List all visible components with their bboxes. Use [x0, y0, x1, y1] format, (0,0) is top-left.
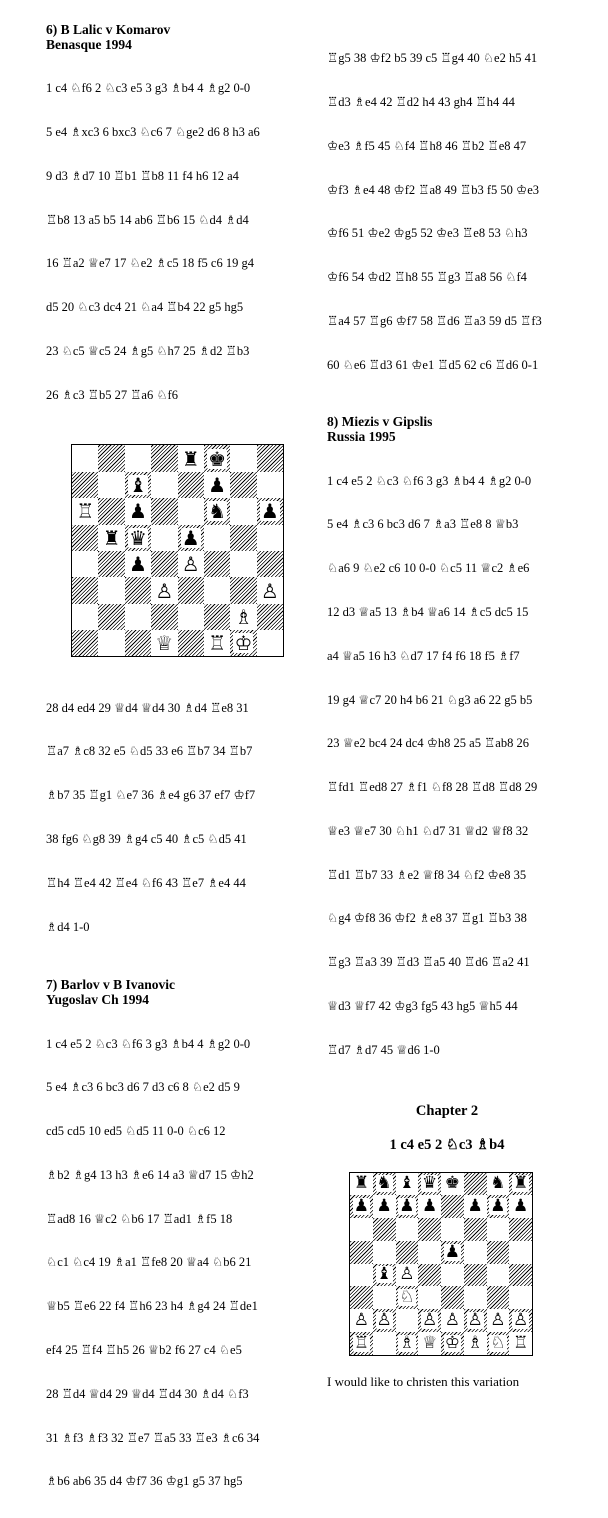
board-square: [509, 1309, 532, 1332]
move-line: 12 d3 ♕a5 13 ♗b4 ♕a6 14 ♗c5 dc5 15: [327, 604, 529, 619]
black-pawn-icon: ♟: [513, 1196, 529, 1217]
move-line: ♗d4 1-0: [46, 919, 90, 934]
board-square: [98, 604, 124, 630]
board-square: [396, 1173, 419, 1196]
black-king-icon: ♚: [444, 1173, 460, 1194]
chess-diagram-lalic-komarov: [71, 444, 284, 657]
move-line: ♗b7 35 ♖g1 ♘e7 36 ♗e4 g6 37 ef7 ♔f7: [46, 788, 256, 803]
move-line: 9 d3 ♗d7 10 ♖b1 ♖b8 11 f4 h6 12 a4: [46, 168, 239, 183]
black-pawn-icon: ♟: [376, 1196, 392, 1217]
game7-title: 7) Barlov v B Ivanovic: [46, 977, 176, 993]
board-square: [464, 1241, 487, 1264]
board-square: [418, 1173, 441, 1196]
board-square: [373, 1332, 396, 1355]
board-square: [487, 1195, 510, 1218]
board-square: [230, 525, 256, 551]
board-square: [487, 1332, 510, 1355]
board-square: [230, 472, 256, 498]
board-square: [487, 1173, 510, 1196]
black-pawn-icon: ♟: [490, 1196, 506, 1217]
board-square: [125, 604, 151, 630]
black-rook-icon: ♜: [513, 1173, 529, 1194]
board-square: [418, 1332, 441, 1355]
white-pawn-icon: ♙: [399, 1264, 415, 1285]
board-square: [350, 1218, 373, 1241]
board-square: [257, 630, 283, 656]
board-square: [509, 1173, 532, 1196]
white-pawn-icon: ♙: [490, 1309, 506, 1330]
board-square: [98, 445, 124, 471]
board-square: [257, 577, 283, 603]
board-square: [441, 1218, 464, 1241]
game6-moves-before: [46, 52, 296, 431]
board-square: [441, 1309, 464, 1332]
board-square: [204, 445, 230, 471]
right-column: [327, 22, 567, 1390]
move-line: ♖fd1 ♖ed8 27 ♗f1 ♘f8 28 ♖d8 ♖d8 29: [327, 780, 538, 795]
board-square: [487, 1241, 510, 1264]
white-knight-icon: ♘: [490, 1332, 506, 1353]
game8-moves: [327, 444, 567, 1086]
game7-moves: [46, 1007, 296, 1518]
board-square: [464, 1332, 487, 1355]
move-line: ♖a7 ♗c8 32 e5 ♘d5 33 e6 ♖b7 34 ♖b7: [46, 744, 253, 759]
move-line: ♘g4 ♔f8 36 ♔f2 ♗e8 37 ♖g1 ♖b3 38: [327, 911, 527, 926]
white-knight-icon: ♘: [399, 1287, 415, 1308]
white-rook-icon: ♖: [513, 1332, 529, 1353]
board-square: [151, 525, 177, 551]
board-square: [178, 577, 204, 603]
move-line: 23 ♕e2 bc4 24 dc4 ♔h8 25 a5 ♖ab8 26: [327, 736, 529, 751]
board-square: [464, 1286, 487, 1309]
board-square: [98, 577, 124, 603]
move-line: ♔f6 54 ♔d2 ♖h8 55 ♖g3 ♖a8 56 ♘f4: [327, 270, 527, 285]
board-square: [151, 604, 177, 630]
black-pawn-icon: ♟: [260, 499, 279, 524]
board-square: [396, 1241, 419, 1264]
move-line: ♔e3 ♗f5 45 ♘f4 ♖h8 46 ♖b2 ♖e8 47: [327, 138, 527, 153]
white-king-icon: ♔: [234, 631, 253, 656]
board-square: [350, 1241, 373, 1264]
board-square: [350, 1173, 373, 1196]
board-square: [98, 498, 124, 524]
board-square: [509, 1195, 532, 1218]
board-square: [350, 1195, 373, 1218]
board-square: [178, 551, 204, 577]
move-line: 28 ♖d4 ♕d4 29 ♕d4 ♖d4 30 ♗d4 ♘f3: [46, 1386, 249, 1401]
board-square: [125, 525, 151, 551]
game8-event: Russia 1995: [327, 429, 396, 445]
board-square: [441, 1332, 464, 1355]
white-pawn-icon: ♙: [444, 1309, 460, 1330]
black-bishop-icon: ♝: [376, 1264, 392, 1285]
board-square: [441, 1264, 464, 1287]
chapter-heading: Chapter 2: [415, 1102, 479, 1119]
board-square: [418, 1218, 441, 1241]
board-square: [230, 551, 256, 577]
board-square: [204, 472, 230, 498]
move-line: a4 ♕a5 16 h3 ♘d7 17 f4 f6 18 f5 ♗f7: [327, 648, 520, 663]
white-pawn-icon: ♙: [181, 552, 200, 577]
white-queen-icon: ♕: [422, 1332, 438, 1353]
white-bishop-icon: ♗: [234, 604, 253, 629]
board-square: [72, 630, 98, 656]
board-square: [418, 1309, 441, 1332]
move-line: ♖d7 ♗d7 45 ♕d6 1-0: [327, 1042, 440, 1057]
board-square: [418, 1286, 441, 1309]
board-square: [125, 577, 151, 603]
board-square: [418, 1241, 441, 1264]
board-square: [125, 551, 151, 577]
move-line: ♖b8 13 a5 b5 14 ab6 ♖b6 15 ♘d4 ♗d4: [46, 212, 249, 227]
board-square: [373, 1241, 396, 1264]
move-line: ♘c1 ♘c4 19 ♗a1 ♖fe8 20 ♕a4 ♘b6 21: [46, 1255, 252, 1270]
game6-moves-after: [46, 671, 296, 963]
black-rook-icon: ♜: [102, 525, 121, 550]
board-square: [98, 630, 124, 656]
game6-event: Benasque 1994: [46, 37, 132, 52]
board-square: [396, 1218, 419, 1241]
move-line: 38 fg6 ♘g8 39 ♗g4 c5 40 ♗c5 ♘d5 41: [46, 831, 247, 846]
board-square: [396, 1332, 419, 1355]
board-square: [178, 630, 204, 656]
board-square: [151, 630, 177, 656]
black-rook-icon: ♜: [181, 446, 200, 471]
black-pawn-icon: ♟: [208, 473, 227, 497]
move-line: d5 20 ♘c3 dc4 21 ♘a4 ♖b4 22 g5 hg5: [46, 300, 244, 315]
black-queen-icon: ♛: [128, 525, 147, 550]
board-square: [487, 1286, 510, 1309]
board-square: [125, 472, 151, 498]
board-square: [204, 577, 230, 603]
move-line: 31 ♗f3 ♗f3 32 ♖e7 ♖a5 33 ♖e3 ♗c6 34: [46, 1430, 260, 1445]
move-line: ♖ad8 16 ♕c2 ♘b6 17 ♖ad1 ♗f5 18: [46, 1211, 233, 1226]
move-line: cd5 cd5 10 ed5 ♘d5 11 0-0 ♘c6 12: [46, 1124, 226, 1139]
board-square: [72, 445, 98, 471]
board-square: [204, 525, 230, 551]
board-square: [257, 498, 283, 524]
white-queen-icon: ♕: [155, 631, 174, 656]
board-square: [151, 445, 177, 471]
move-line: ♗b6 ab6 35 d4 ♔f7 36 ♔g1 g5 37 hg5: [46, 1474, 243, 1489]
board-square: [464, 1309, 487, 1332]
move-line: ♔f6 51 ♔e2 ♔g5 52 ♔e3 ♖e8 53 ♘h3: [327, 226, 528, 241]
move-line: 60 ♘e6 ♖d3 61 ♔e1 ♖d5 62 c6 ♖d6 0-1: [327, 357, 539, 372]
move-line: ef4 25 ♖f4 ♖h5 26 ♕b2 f6 27 c4 ♘e5: [46, 1342, 242, 1357]
move-line: ♘a6 9 ♘e2 c6 10 0-0 ♘c5 11 ♕c2 ♗e6: [327, 561, 530, 576]
board-square: [178, 498, 204, 524]
white-pawn-icon: ♙: [376, 1309, 392, 1330]
board-square: [373, 1309, 396, 1332]
move-line: 23 ♘c5 ♕c5 24 ♗g5 ♘h7 25 ♗d2 ♖b3: [46, 343, 250, 358]
board-square: [230, 604, 256, 630]
board-square: [257, 525, 283, 551]
board-square: [441, 1241, 464, 1264]
black-knight-icon: ♞: [490, 1173, 506, 1194]
board-square: [509, 1286, 532, 1309]
chess-diagram-chapter2: [349, 1172, 533, 1356]
move-line: ♖d3 ♗e4 42 ♖d2 h4 43 gh4 ♖h4 44: [327, 94, 515, 109]
board-square: [98, 551, 124, 577]
black-pawn-icon: ♟: [353, 1196, 369, 1217]
board-square: [178, 472, 204, 498]
board-square: [487, 1309, 510, 1332]
black-knight-icon: ♞: [376, 1173, 392, 1194]
move-line: 1 c4 e5 2 ♘c3 ♘f6 3 g3 ♗b4 4 ♗g2 0-0: [46, 1036, 251, 1051]
board-square: [350, 1286, 373, 1309]
board-square: [204, 604, 230, 630]
move-line: ♕d3 ♕f7 42 ♔g3 fg5 43 hg5 ♕h5 44: [327, 999, 518, 1013]
white-rook-icon: ♖: [353, 1332, 369, 1353]
board-square: [257, 472, 283, 498]
board-square: [98, 472, 124, 498]
board-square: [373, 1264, 396, 1287]
board-square: [373, 1173, 396, 1196]
board-square: [350, 1264, 373, 1287]
board-square: [204, 551, 230, 577]
white-rook-icon: ♖: [208, 631, 227, 656]
board-square: [178, 445, 204, 471]
white-pawn-icon: ♙: [260, 578, 279, 603]
black-pawn-icon: ♟: [467, 1196, 483, 1217]
board-square: [441, 1195, 464, 1218]
board-square: [396, 1264, 419, 1287]
board-square: [396, 1309, 419, 1332]
board-square: [230, 577, 256, 603]
board-square: [509, 1218, 532, 1241]
move-line: ♕e3 ♕e7 30 ♘h1 ♘d7 31 ♕d2 ♕f8 32: [327, 823, 529, 838]
black-king-icon: ♚: [208, 446, 227, 471]
board-square: [72, 551, 98, 577]
board-square: [151, 551, 177, 577]
game8-title: 8) Miezis v Gipslis: [327, 414, 433, 430]
left-column: [46, 22, 296, 1518]
board-square: [257, 445, 283, 471]
black-bishop-icon: ♝: [128, 473, 147, 497]
move-line: 5 e4 ♗c3 6 bc3 d6 7 d3 c6 8 ♘e2 d5 9: [46, 1080, 240, 1095]
chapter-opening-line: 1 c4 e5 2 ♘c3 ♗b4: [389, 1136, 505, 1153]
move-line: 19 g4 ♕c7 20 h4 b6 21 ♘g3 a6 22 g5 b5: [327, 692, 533, 707]
white-rook-icon: ♖: [76, 499, 95, 524]
board-square: [257, 551, 283, 577]
board-square: [396, 1286, 419, 1309]
board-square: [257, 604, 283, 630]
board-square: [125, 445, 151, 471]
board-square: [230, 630, 256, 656]
board-square: [178, 525, 204, 551]
move-line: 16 ♖a2 ♕e7 17 ♘e2 ♗c5 18 f5 c6 19 g4: [46, 256, 254, 271]
board-square: [151, 577, 177, 603]
board-square: [72, 472, 98, 498]
board-square: [125, 498, 151, 524]
move-line: 1 c4 ♘f6 2 ♘c3 e5 3 g3 ♗b4 4 ♗g2 0-0: [46, 81, 251, 96]
board-square: [350, 1332, 373, 1355]
move-line: ♔f3 ♗e4 48 ♔f2 ♖a8 49 ♖b3 f5 50 ♔e3: [327, 182, 539, 197]
black-bishop-icon: ♝: [399, 1173, 415, 1194]
board-square: [487, 1218, 510, 1241]
move-line: ♕b5 ♖e6 22 f4 ♖h6 23 h4 ♗g4 24 ♖de1: [46, 1299, 258, 1314]
black-rook-icon: ♜: [353, 1173, 369, 1194]
board-square: [98, 525, 124, 551]
board-square: [464, 1264, 487, 1287]
black-knight-icon: ♞: [208, 499, 227, 524]
board-square: [204, 498, 230, 524]
move-line: 28 d4 ed4 29 ♕d4 ♕d4 30 ♗d4 ♖e8 31: [46, 700, 249, 715]
game7-moves-continued: [327, 22, 567, 401]
board-square: [487, 1264, 510, 1287]
game6-title: 6) B Lalic v Komarov: [46, 22, 171, 37]
move-line: ♖g5 38 ♔f2 b5 39 c5 ♖g4 40 ♘e2 h5 41: [327, 51, 538, 66]
white-pawn-icon: ♙: [467, 1309, 483, 1330]
board-square: [441, 1173, 464, 1196]
white-pawn-icon: ♙: [513, 1309, 529, 1330]
board-square: [230, 498, 256, 524]
game7-event: Yugoslav Ch 1994: [46, 992, 150, 1008]
board-square: [396, 1195, 419, 1218]
board-square: [418, 1264, 441, 1287]
black-pawn-icon: ♟: [422, 1196, 438, 1217]
move-line: ♖a4 57 ♖g6 ♔f7 58 ♖d6 ♖a3 59 d5 ♖f3: [327, 313, 542, 328]
board-square: [509, 1332, 532, 1355]
black-queen-icon: ♛: [422, 1173, 438, 1194]
board-square: [373, 1286, 396, 1309]
black-pawn-icon: ♟: [399, 1196, 415, 1217]
board-square: [72, 525, 98, 551]
black-pawn-icon: ♟: [181, 525, 200, 550]
black-pawn-icon: ♟: [444, 1241, 460, 1262]
black-pawn-icon: ♟: [128, 499, 147, 524]
white-king-icon: ♔: [444, 1332, 460, 1353]
move-line: 1 c4 e5 2 ♘c3 ♘f6 3 g3 ♗b4 4 ♗g2 0-0: [327, 473, 532, 488]
move-line: ♖d1 ♖b7 33 ♗e2 ♕f8 34 ♘f2 ♔e8 35: [327, 867, 527, 882]
board-square: [441, 1286, 464, 1309]
move-line: 5 e4 ♗c3 6 bc3 d6 7 ♗a3 ♖e8 8 ♕b3: [327, 517, 519, 532]
board-square: [373, 1218, 396, 1241]
board-square: [72, 577, 98, 603]
white-pawn-icon: ♙: [353, 1309, 369, 1330]
board-square: [178, 604, 204, 630]
white-bishop-icon: ♗: [399, 1332, 415, 1353]
board-square: [373, 1195, 396, 1218]
white-bishop-icon: ♗: [467, 1332, 483, 1353]
move-line: 26 ♗c3 ♖b5 27 ♖a6 ♘f6: [46, 387, 178, 402]
board-square: [464, 1195, 487, 1218]
move-line: 5 e4 ♗xc3 6 bxc3 ♘c6 7 ♘ge2 d6 8 h3 a6: [46, 124, 260, 139]
board-square: [509, 1264, 532, 1287]
board-square: [350, 1309, 373, 1332]
move-line: ♖h4 ♖e4 42 ♖e4 ♘f6 43 ♖e7 ♗e4 44: [46, 875, 246, 890]
move-line: ♖g3 ♖a3 39 ♖d3 ♖a5 40 ♖d6 ♖a2 41: [327, 955, 530, 970]
white-pawn-icon: ♙: [422, 1309, 438, 1330]
board-square: [125, 630, 151, 656]
board-square: [72, 498, 98, 524]
board-square: [464, 1218, 487, 1241]
board-square: [151, 498, 177, 524]
closing-paragraph: I would like to christen this variation: [327, 1373, 520, 1389]
board-square: [509, 1241, 532, 1264]
board-square: [204, 630, 230, 656]
white-pawn-icon: ♙: [155, 578, 174, 603]
board-square: [72, 604, 98, 630]
move-line: ♗b2 ♗g4 13 h3 ♗e6 14 a3 ♕d7 15 ♔h2: [46, 1167, 254, 1182]
board-square: [464, 1173, 487, 1196]
board-square: [151, 472, 177, 498]
board-square: [418, 1195, 441, 1218]
black-pawn-icon: ♟: [128, 552, 147, 577]
board-square: [230, 445, 256, 471]
